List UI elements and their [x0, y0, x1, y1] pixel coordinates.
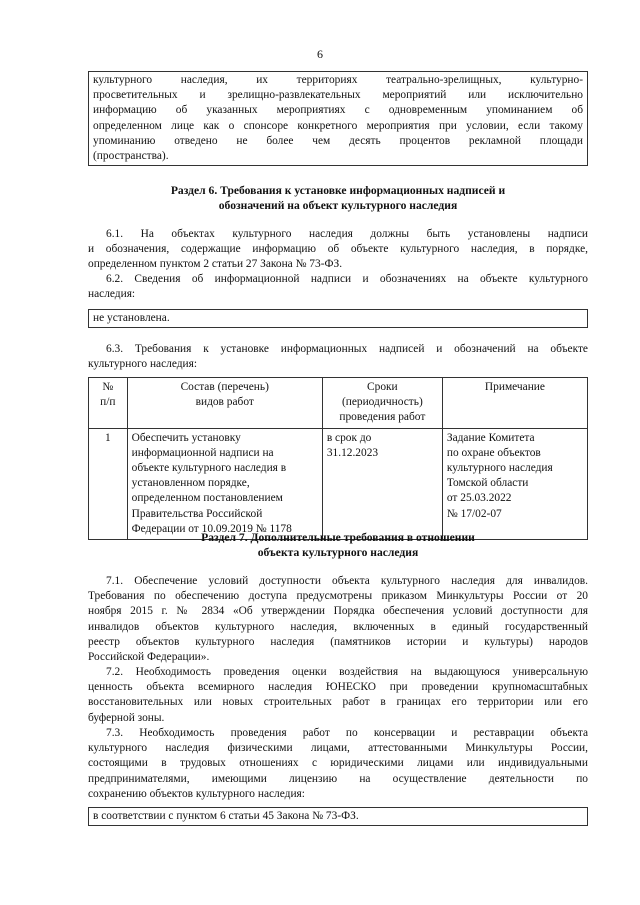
- text-line: предпринимателями, имеющими лицензию на осуществление деятельности по: [88, 772, 588, 785]
- table-header-row: [89, 378, 588, 429]
- box-value-text: в соответствии с пунктом 6 статьи 45 Закона № 73-ФЗ.: [93, 810, 359, 822]
- text-line: 6.1. На объектах культурного наследия должны быть установлены надписи: [106, 228, 588, 240]
- text-line: ноября 2015 г. № 2834 «Об утверждении Порядка обеспечения условий доступности для: [88, 605, 588, 618]
- paragraph-7-2: [88, 665, 588, 726]
- header-works: Состав (перечень) видов работ: [127, 378, 322, 429]
- text-line: наследия:: [88, 288, 136, 301]
- box-value-text: не установлена.: [93, 312, 170, 324]
- text-line: 7.2. Необходимость проведения оценки воздействия на выдающуюся универсальную: [106, 666, 588, 678]
- page-number: 6: [317, 47, 323, 61]
- cell-terms: в срок до 31.12.2023: [322, 428, 442, 539]
- text-line: и обозначения, содержащие информацию об объекте культурного наследия, в порядке,: [88, 243, 588, 256]
- section-7-title: [88, 530, 588, 560]
- table-row: [89, 428, 588, 539]
- box-line: просветительных и зрелищно-развлекательных мероприятий или исключительно: [93, 89, 583, 102]
- text-line: Российской Федерации».: [88, 651, 210, 664]
- title-line: обозначений на объект культурного наследия: [218, 199, 458, 212]
- paragraph-6-1: [88, 227, 588, 273]
- requirements-table: [88, 377, 588, 540]
- header-num: № п/п: [89, 378, 128, 429]
- text-line: инвалидов объектов культурного наследия, включенных в единый государственный: [88, 620, 588, 633]
- box-line: определенном лице как о спонсоре конкретного мероприятия при условии, если такому: [93, 119, 583, 132]
- cell-note: Задание Комитета по охране объектов культурного наследия Томской области от 25.03.2022 № 17/02-07: [442, 428, 587, 539]
- boxed-value: [88, 807, 588, 826]
- box-line: упоминанию отведено не более чем десять процентов рекламной площади: [93, 134, 583, 147]
- text-line: буферной зоны.: [88, 711, 165, 724]
- text-line: культурного наследия физическими лицами, аттестованными Минкультуры России,: [88, 742, 588, 755]
- paragraph-7-1: [88, 574, 588, 665]
- title-line: Раздел 6. Требования к установке информационных надписей и: [170, 184, 506, 197]
- title-line: объекта культурного наследия: [257, 546, 419, 559]
- text-line: 7.3. Необходимость проведения работ по консервации и реставрации объекта: [106, 727, 588, 739]
- text-line: 6.3. Требования к установке информационных надписей и обозначений на объекте: [106, 343, 588, 355]
- text-line: 7.1. Обеспечение условий доступности объекта культурного наследия для инвалидов.: [106, 575, 588, 587]
- text-line: восстановительных или новых строительных работ в границах его территории или его: [88, 696, 588, 709]
- text-line: определенном пунктом 2 статьи 27 Закона № 73-ФЗ.: [88, 258, 343, 271]
- boxed-text-block: [88, 71, 588, 166]
- title-line: Раздел 7. Дополнительные требования в отношении: [201, 531, 475, 544]
- text-line: культурного наследия:: [88, 358, 198, 371]
- header-terms: Сроки (периодичность) проведения работ: [322, 378, 442, 429]
- text-line: Требования по обеспечению доступа предусмотрены приказом Минкультуры России от 20: [88, 590, 588, 603]
- text-line: 6.2. Сведения об информационной надписи и обозначениях на объекте культурного: [106, 273, 588, 285]
- header-note: Примечание: [442, 378, 587, 429]
- text-line: сохранению объектов культурного наследия:: [88, 787, 305, 800]
- text-line: реестр объектов культурного наследия (памятников истории и культуры) народов: [88, 635, 588, 648]
- paragraph-6-3: [88, 342, 588, 372]
- cell-num: 1: [89, 428, 128, 539]
- box-line: информацию об указанных мероприятиях с одновременным упоминанием об: [93, 104, 583, 117]
- section-6-title: [88, 183, 588, 213]
- cell-works: Обеспечить установку информационной надписи на объекте культурного наследия в установленном порядке, определенном постановлением Правительства Российской Федерации от 10.09.2019 № 1178: [127, 428, 322, 539]
- boxed-value: [88, 309, 588, 328]
- paragraph-6-2: [88, 272, 588, 302]
- text-line: ценность объекта всемирного наследия ЮНЕСКО при проведении крупномасштабных: [88, 681, 588, 694]
- text-line: состоящими в трудовых отношениях с юридическими лицами или индивидуальными: [88, 757, 588, 770]
- box-line: культурного наследия, их территориях театрально-зрелищных, культурно-: [93, 74, 583, 86]
- paragraph-7-3: [88, 726, 588, 802]
- box-line: (пространства).: [93, 150, 169, 163]
